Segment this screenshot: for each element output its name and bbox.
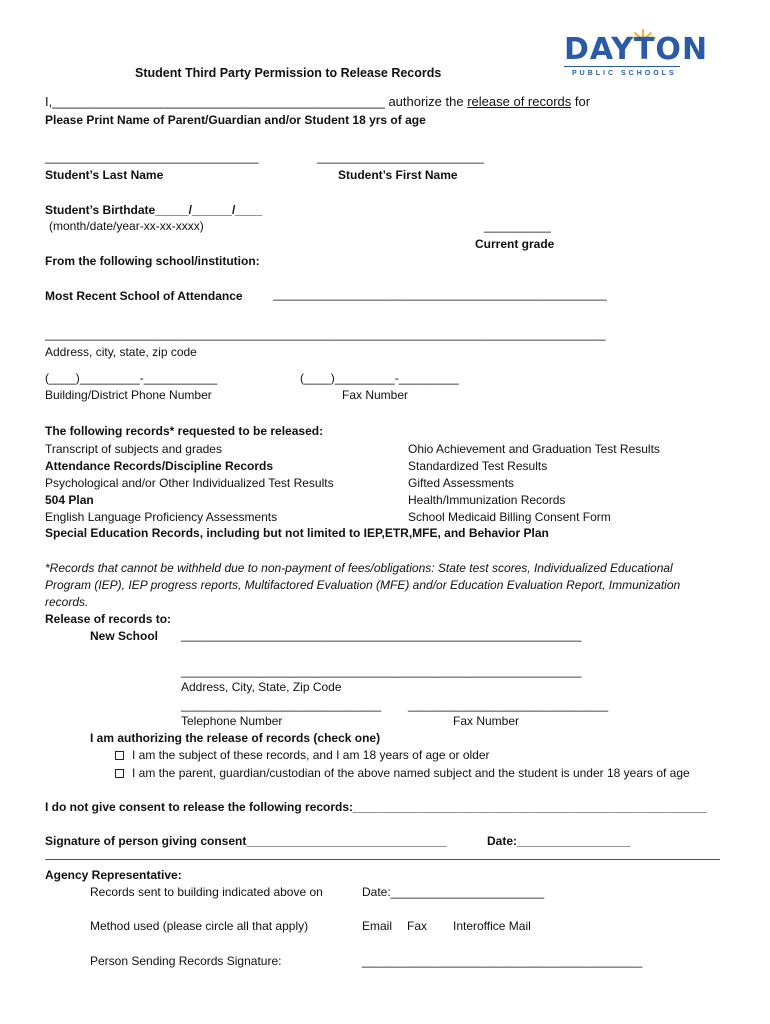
method-fax[interactable]: Fax (407, 919, 428, 933)
release-heading: Release of records to: (45, 612, 172, 626)
authorize-line (45, 94, 590, 109)
records-right-list (408, 441, 660, 526)
first-name-field[interactable]: _________________________ (317, 150, 484, 164)
name-blank[interactable]: I,______________________________________________ (45, 94, 385, 109)
option-label: I am the parent, guardian/custodian of the above named subject and the student is under 18 years of age (132, 766, 690, 780)
logo-brand: DAYTON (564, 32, 709, 67)
person-signature-field[interactable]: __________________________________________ (362, 954, 643, 968)
authorize-text: authorize the (388, 94, 468, 109)
new-fax-label: Fax Number (453, 714, 520, 728)
page-title: Student Third Party Permission to Release Records (135, 66, 442, 80)
grade-field[interactable]: __________ (484, 219, 551, 233)
option-subject[interactable] (115, 748, 490, 762)
record-item: Attendance Records/Discipline Records (45, 459, 274, 473)
new-school-field[interactable]: ____________________________________________________________ (181, 628, 582, 642)
dayton-logo (562, 26, 709, 82)
record-item: 504 Plan (45, 493, 94, 507)
school-phone-field[interactable]: (____)_________-___________ (45, 371, 218, 385)
school-fax-field[interactable]: (____)_________-_________ (300, 371, 459, 385)
record-item: Transcript of subjects and grades (45, 442, 222, 456)
school-address-field[interactable]: ____________________________________________________________________________________ (45, 327, 606, 341)
logo-subtitle: PUBLIC SCHOOLS (572, 70, 677, 77)
option-label: I am the subject of these records, and I am 18 years of age or older (132, 748, 490, 762)
divider (45, 859, 720, 860)
from-school-label: From the following school/institution: (45, 254, 260, 268)
checkbox-icon[interactable] (115, 769, 124, 778)
last-name-field[interactable]: ________________________________ (45, 150, 259, 164)
birthdate-format: (month/date/year-xx-xx-xxxx) (49, 219, 204, 233)
record-item: English Language Proficiency Assessments (45, 510, 278, 524)
recent-school-field[interactable]: __________________________________________________ (273, 287, 607, 301)
no-consent-field[interactable]: I do not give consent to release the following records:_____________________________________________________ (45, 800, 707, 814)
withheld-note (45, 560, 680, 611)
new-fax-field[interactable]: ______________________________ (408, 698, 609, 712)
recent-school-label: Most Recent School of Attendance (45, 289, 243, 303)
sent-label: Records sent to building indicated above on (90, 885, 323, 899)
signature-date-field[interactable]: Date:_________________ (487, 834, 631, 848)
new-school-label: New School (90, 629, 159, 643)
note-line: *Records that cannot be withheld due to non-payment of fees/obligations: State test scores, Individualized Educational (45, 561, 673, 575)
record-item: Psychological and/or Other Individualized Test Results (45, 476, 334, 490)
method-email[interactable]: Email (362, 919, 393, 933)
record-item: Ohio Achievement and Graduation Test Results (408, 442, 660, 456)
checkbox-icon[interactable] (115, 751, 124, 760)
record-item: Gifted Assessments (408, 476, 515, 490)
records-left-list (45, 441, 334, 526)
sent-date-field[interactable]: Date:_______________________ (362, 885, 545, 899)
record-item: Standardized Test Results (408, 459, 548, 473)
school-phone-label: Building/District Phone Number (45, 388, 212, 402)
new-telephone-field[interactable]: ______________________________ (181, 698, 382, 712)
option-parent[interactable] (115, 766, 690, 780)
note-line: Program (IEP), IEP progress reports, Multifactored Evaluation (MFE) and/or Education Evaluation Report, Immunization (45, 578, 681, 592)
school-address-label: Address, city, state, zip code (45, 345, 197, 359)
last-name-label: Student’s Last Name (45, 168, 164, 182)
person-label: Person Sending Records Signature: (90, 954, 282, 968)
special-ed-records: Special Education Records, including but not limited to IEP,ETR,MFE, and Behavior Plan (45, 526, 549, 540)
authorize-suffix: for (571, 94, 591, 109)
new-address-field[interactable]: ____________________________________________________________ (181, 664, 582, 678)
agency-heading: Agency Representative: (45, 868, 182, 882)
logo-rule (564, 66, 680, 67)
birthdate-field[interactable]: Student’s Birthdate_____/______/____ (45, 203, 263, 217)
records-heading: The following records* requested to be released: (45, 424, 324, 438)
grade-label: Current grade (475, 237, 555, 251)
authorizing-heading: I am authorizing the release of records (check one) (90, 731, 381, 745)
first-name-label: Student’s First Name (338, 168, 458, 182)
release-link[interactable]: release of records (467, 94, 572, 109)
record-item: School Medicaid Billing Consent Form (408, 510, 611, 524)
new-telephone-label: Telephone Number (181, 714, 283, 728)
school-fax-label: Fax Number (342, 388, 409, 402)
print-name-label: Please Print Name of Parent/Guardian and/or Student 18 yrs of age (45, 113, 426, 127)
method-label: Method used (please circle all that apply) (90, 919, 309, 933)
signature-field[interactable]: Signature of person giving consent______________________________ (45, 834, 447, 848)
record-item: Health/Immunization Records (408, 493, 566, 507)
method-interoffice[interactable]: Interoffice Mail (453, 919, 531, 933)
new-address-label: Address, City, State, Zip Code (181, 680, 342, 694)
note-line: records. (45, 595, 89, 609)
